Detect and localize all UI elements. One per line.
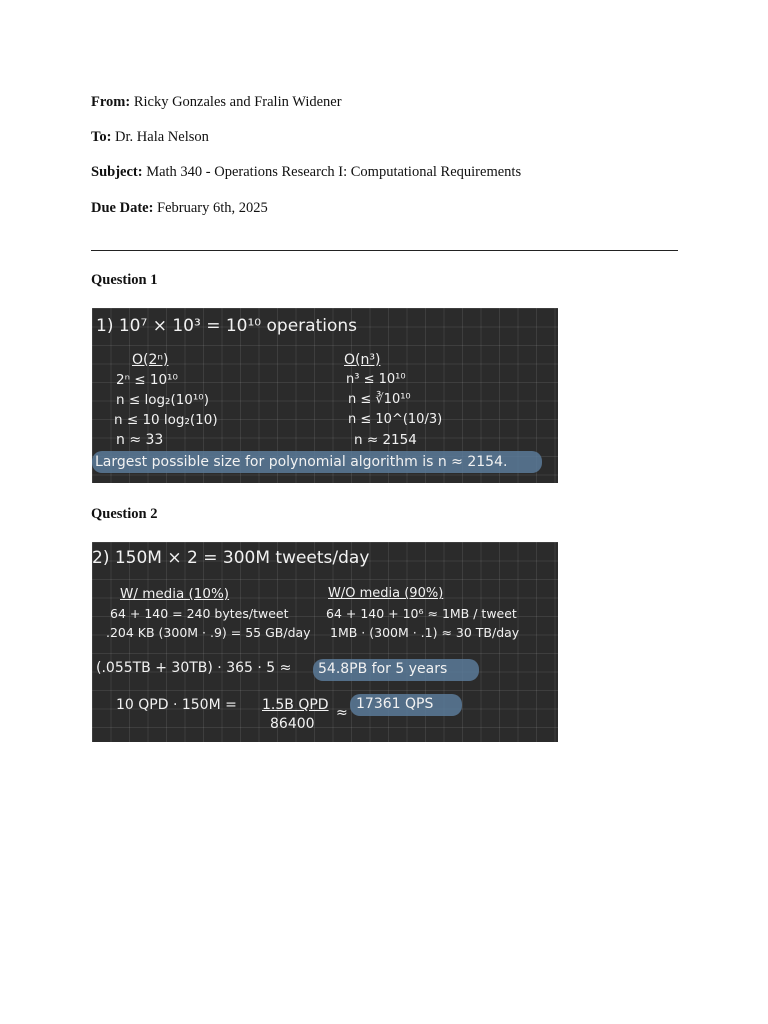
- q1-conclusion: Largest possible size for polynomial algorithm is n ≈ 2154.: [95, 454, 508, 470]
- q1-exp-step-1: 2ⁿ ≤ 10¹⁰: [116, 372, 178, 388]
- question-1-handwritten-image: [92, 308, 558, 483]
- q2-with-media-title: W/ media (10%): [120, 586, 230, 602]
- q2-storage-calc: (.055TB + 30TB) · 365 · 5 ≈: [96, 660, 292, 676]
- due-date-line: [91, 200, 268, 217]
- subject-value: Math 340 - Operations Research I: Computational Requirements: [142, 164, 522, 180]
- from-value: Ricky Gonzales and Fralin Widener: [130, 94, 342, 110]
- q2-qps-numerator: 1.5B QPD: [262, 697, 329, 713]
- q1-exp-result: n ≈ 33: [116, 432, 164, 448]
- q2-storage-result: 54.8PB for 5 years: [318, 661, 448, 677]
- q2-without-media-step-2: 1MB · (300M · .1) ≈ 30 TB/day: [330, 625, 520, 640]
- from-label: From:: [91, 94, 131, 110]
- to-line: [91, 129, 209, 146]
- q2-qps-approx: ≈: [336, 705, 348, 721]
- subject-label: Subject:: [91, 164, 143, 180]
- question-2-handwritten-image: [92, 542, 558, 742]
- divider: [91, 250, 678, 251]
- q1-polynomial-title: O(n³): [344, 352, 381, 368]
- q2-with-media-step-2: .204 KB (300M · .9) = 55 GB/day: [106, 625, 311, 640]
- to-label: To:: [91, 129, 112, 145]
- q1-exp-step-3: n ≤ 10 log₂(10): [114, 412, 218, 428]
- q1-exponential-title: O(2ⁿ): [132, 352, 169, 368]
- from-line: [91, 94, 342, 111]
- q2-without-media-step-1: 64 + 140 + 10⁶ ≈ 1MB / tweet: [326, 606, 517, 621]
- question-2-title: Question 2: [91, 506, 158, 522]
- q1-exp-step-2: n ≤ log₂(10¹⁰): [116, 392, 209, 408]
- due-date-label: Due Date:: [91, 200, 154, 216]
- q2-without-media-title: W/O media (90%): [328, 586, 444, 601]
- to-value: Dr. Hala Nelson: [111, 129, 209, 145]
- q2-qps-denominator: 86400: [270, 716, 315, 732]
- q1-poly-step-1: n³ ≤ 10¹⁰: [346, 372, 406, 387]
- q2-qps-result: 17361 QPS: [356, 696, 434, 712]
- q1-operations-line: 1) 10⁷ × 10³ = 10¹⁰ operations: [96, 316, 357, 336]
- q2-with-media-step-1: 64 + 140 = 240 bytes/tweet: [110, 606, 289, 621]
- q1-poly-step-2: n ≤ ∛10¹⁰: [348, 392, 411, 407]
- q1-poly-result: n ≈ 2154: [354, 432, 417, 448]
- question-1-title: Question 1: [91, 272, 158, 288]
- q1-poly-step-3: n ≤ 10^(10/3): [348, 412, 443, 427]
- due-date-value: February 6th, 2025: [153, 200, 268, 216]
- q2-tweets-line: 2) 150M × 2 = 300M tweets/day: [92, 548, 370, 568]
- q2-qps-calc: 10 QPD · 150M =: [116, 697, 237, 713]
- subject-line: [91, 164, 521, 181]
